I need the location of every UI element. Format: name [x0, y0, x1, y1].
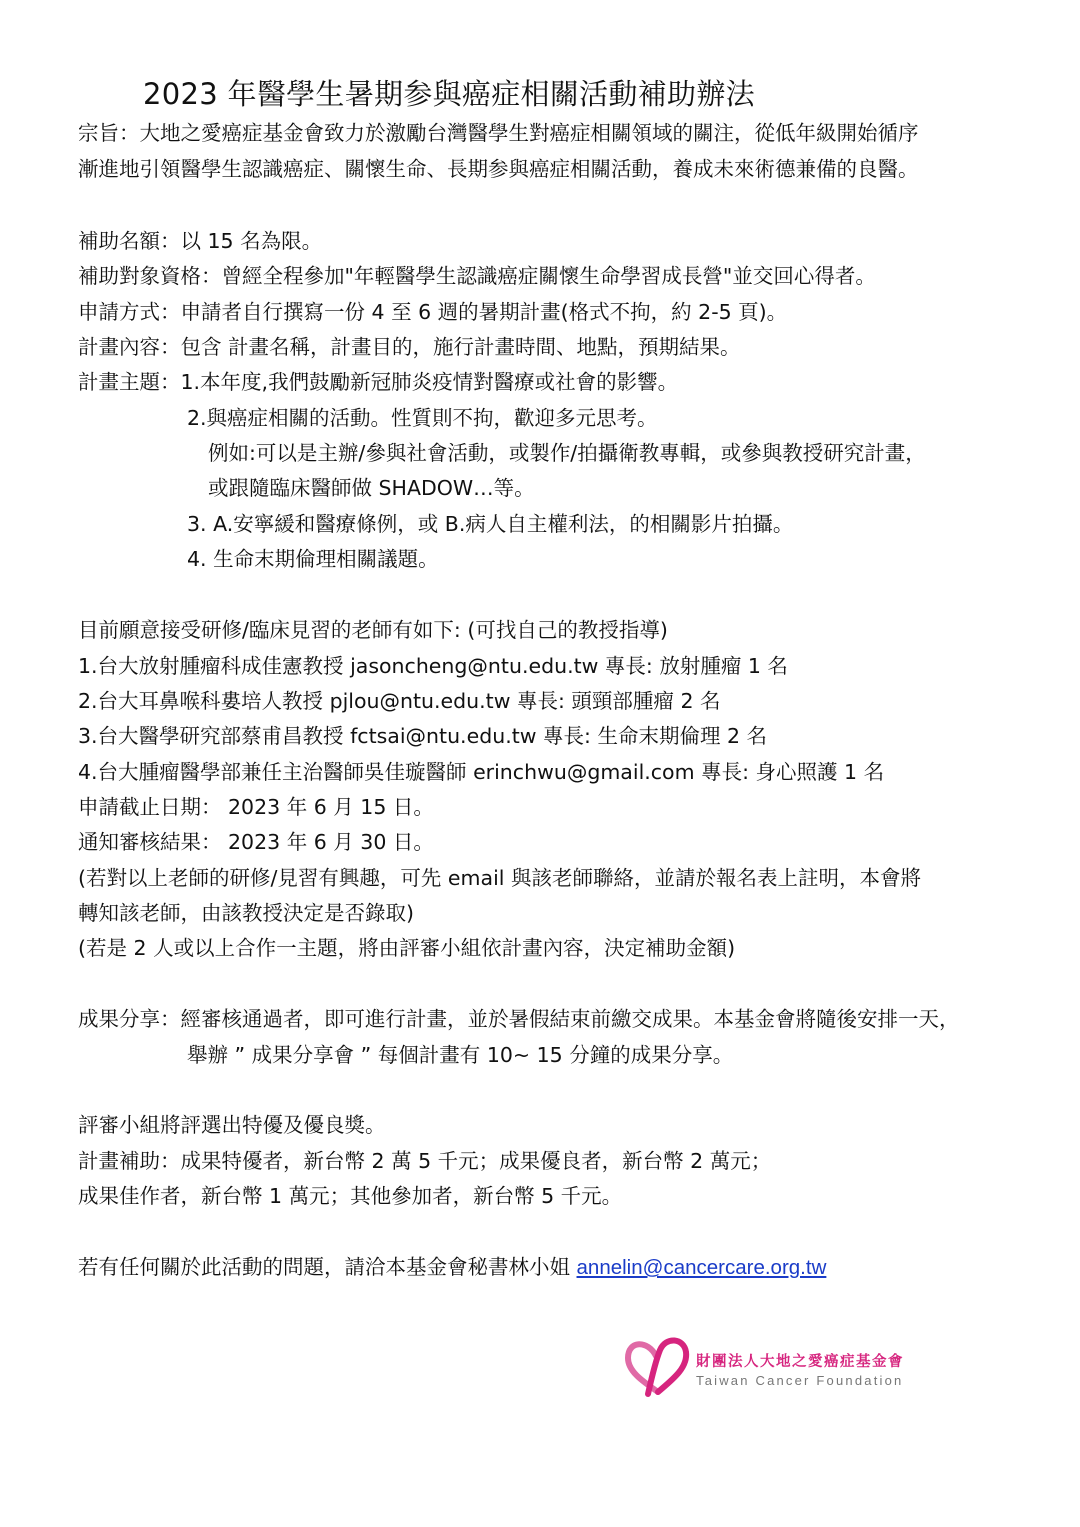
- logo-name-zh: 財團法人大地之愛癌症基金會: [696, 1354, 904, 1370]
- theme-example-line-1: 例如:可以是主辦/參與社會活動，或製作/拍攝衛教專輯，或參與教授研究計畫，: [208, 441, 926, 465]
- awards-intro: 評審小組將評選出特優及優良獎。: [78, 1113, 386, 1137]
- sharing-line-1: 成果分享：經審核通過者，即可進行計畫，並於暑假結束前繳交成果。本基金會將隨後安排一天，: [78, 1007, 960, 1031]
- contact-line: [78, 1253, 826, 1282]
- theme-item-2: 2.與癌症相關的活動。性質則不拘，歡迎多元思考。: [187, 406, 658, 430]
- quota-line: 補助名額：以 15 名為限。: [78, 229, 323, 253]
- result-date-line: 通知審核結果： 2023 年 6 月 30 日。: [78, 830, 434, 854]
- heart-ribbon-icon: [622, 1332, 694, 1402]
- page-title: 2023 年醫學生暑期参與癌症相關活動補助辦法: [143, 77, 755, 111]
- application-method-line: 申請方式：申請者自行撰寫一份 4 至 6 週的暑期計畫(格式不拘，約 2-5 頁)。: [78, 300, 788, 324]
- mentor-item: 4.台大腫瘤醫學部兼任主治醫師吳佳璇醫師 erinchwu@gmail.com 專長: 身心照護 1 名: [78, 760, 885, 784]
- purpose-line-2: 漸進地引領醫學生認識癌症、關懷生命、長期参與癌症相關活動，養成未來術德兼備的良醫。: [78, 157, 919, 181]
- mentor-item: 2.台大耳鼻喉科婁培人教授 pjlou@ntu.edu.tw 專長: 頭頸部腫瘤 2 名: [78, 689, 721, 713]
- theme-item-3: 3. A.安寧緩和醫療條例，或 B.病人自主權利法，的相關影片拍攝。: [187, 512, 794, 536]
- theme-example-line-2: 或跟隨臨床醫師做 SHADOW…等。: [208, 476, 535, 500]
- contact-email-link[interactable]: annelin@cancercare.org.tw: [576, 1256, 827, 1279]
- note-line-3: (若是 2 人或以上合作一主題，將由評審小組依計畫內容，決定補助金額): [78, 936, 736, 960]
- awards-line-2: 成果佳作者，新台幣 1 萬元；其他參加者，新台幣 5 千元。: [78, 1184, 623, 1208]
- plan-theme-line: 計畫主題：1.本年度,我們鼓勵新冠肺炎疫情對醫療或社會的影響。: [78, 370, 679, 394]
- eligibility-line: 補助對象資格：曾經全程參加"年輕醫學生認識癌症關懷生命學習成長營"並交回心得者。: [78, 264, 876, 288]
- mentor-item: 1.台大放射腫瘤科成佳憲教授 jasoncheng@ntu.edu.tw 專長: 放射腫瘤 1 名: [78, 654, 788, 678]
- purpose-line-1: 宗旨：大地之愛癌症基金會致力於激勵台灣醫學生對癌症相關領域的關注，從低年級開始循序: [78, 121, 919, 145]
- mentor-item: 3.台大醫學研究部蔡甫昌教授 fctsai@ntu.edu.tw 專長: 生命末期倫理 2 名: [78, 724, 768, 748]
- note-line-1: (若對以上老師的研修/見習有興趣，可先 email 與該老師聯絡，並請於報名表上註明，本會將: [78, 866, 921, 890]
- mentors-intro: 目前願意接受研修/臨床見習的老師有如下: (可找自己的教授指導): [78, 618, 668, 642]
- awards-line-1: 計畫補助：成果特優者，新台幣 2 萬 5 千元；成果優良者，新台幣 2 萬元；: [78, 1149, 772, 1173]
- contact-text: 若有任何關於此活動的問題，請洽本基金會秘書林小姐: [78, 1255, 577, 1279]
- foundation-logo: [622, 1332, 942, 1402]
- plan-content-line: 計畫內容：包含 計畫名稱，計畫目的，施行計畫時間、地點，預期結果。: [78, 335, 741, 359]
- logo-name-en: Taiwan Cancer Foundation: [696, 1373, 904, 1388]
- note-line-2: 轉知該老師，由該教授決定是否錄取): [78, 901, 414, 925]
- deadline-line: 申請截止日期： 2023 年 6 月 15 日。: [78, 795, 434, 819]
- theme-item-4: 4. 生命末期倫理相關議題。: [187, 547, 439, 571]
- sharing-line-2: 舉辦 ” 成果分享會 ” 每個計畫有 10~ 15 分鐘的成果分享。: [187, 1043, 734, 1067]
